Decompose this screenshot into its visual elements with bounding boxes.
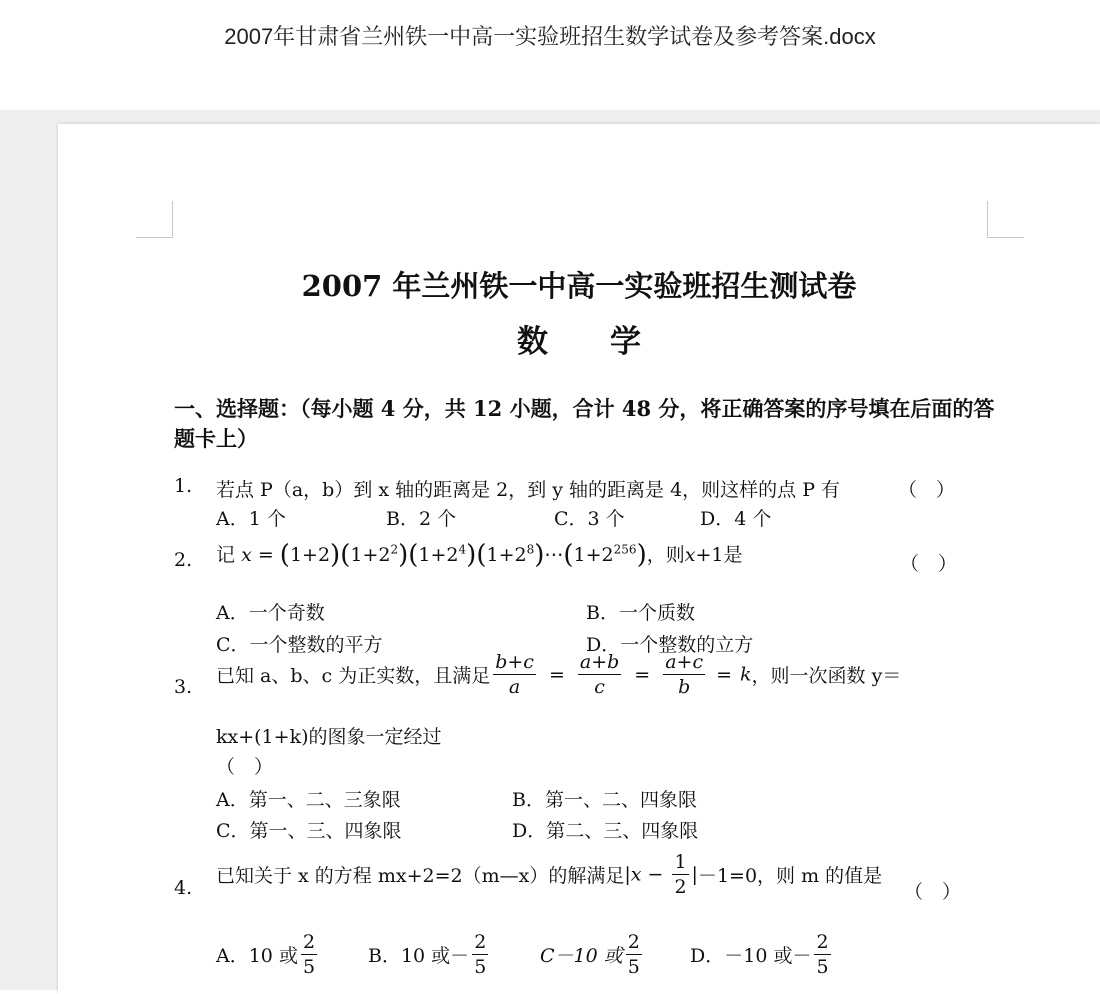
option-c: C．3 个 [554, 508, 625, 530]
answer-bracket: （ ） [904, 881, 962, 903]
fraction: $\frac{a+c}{b}$ [665, 651, 704, 698]
section-heading: 一、选择题：（每小题 4 分，共 12 小题，合计 48 分，将正确答案的序号填在后面的答题卡上） [174, 396, 995, 451]
fraction: $\frac{1}{2}$ [674, 851, 687, 898]
option-a: A．一个奇数 [216, 602, 325, 624]
question-number: 2. [174, 549, 193, 571]
question-number: 3. [174, 676, 193, 698]
question-2-suffix: ，则 [646, 544, 685, 566]
document-viewer[interactable] [0, 110, 1100, 990]
variable-k: k [740, 663, 752, 686]
question-2-suffix2: 是 [723, 544, 743, 566]
question-number: 1. [174, 475, 193, 497]
fraction: $\frac{2}{5}$ [816, 931, 829, 978]
fraction: $\frac{b+c}{a}$ [495, 651, 534, 698]
document-page [58, 124, 1100, 994]
crop-mark-top-right [987, 201, 1024, 238]
question-4-tail: －1=0，则 m 的值是 [697, 865, 883, 887]
option-c: C．第一、三、四象限 [216, 820, 402, 842]
option-b: B．2 个 [386, 508, 457, 530]
option-d: D．一个整数的立方 [586, 634, 754, 656]
fraction: $\frac{2}{5}$ [474, 931, 487, 978]
question-3-text: 已知 a、b、c 为正实数，且满足 $\frac{b+c}{a}$ = $\frac{a+b}{c}$ = $\frac{a+c}{b}$ = k，则一次函数 y＝ [216, 651, 902, 698]
question-3-line2: kx+(1+k)的图象一定经过 [216, 726, 442, 748]
question-2-prefix: 记 [216, 544, 236, 566]
fraction: $\frac{2}{5}$ [302, 931, 316, 978]
option-d: D．第二、三、四象限 [512, 820, 699, 842]
document-file-title: 2007年甘肃省兰州铁一中高一实验班招生数学试卷及参考答案.docx [224, 24, 876, 49]
question-number: 4. [174, 877, 193, 899]
fraction: $\frac{a+b}{c}$ [579, 651, 620, 698]
option-a: A．1 个 [216, 508, 286, 530]
answer-bracket: （ ） [900, 553, 958, 575]
option-d: D．－10 或－ $\frac{2}{5}$ [690, 931, 829, 978]
question-2-expression: x+1 [684, 544, 724, 566]
option-b: B．一个质数 [586, 602, 695, 624]
title-bar [0, 0, 1100, 110]
option-d: D．4 个 [700, 508, 772, 530]
option-a: A．10 或 $\frac{2}{5}$ [216, 931, 316, 978]
question-1-text: 若点 P（a，b）到 x 轴的距离是 2，到 y 轴的距离是 4，则这样的点 P 有 [216, 479, 841, 501]
option-b: B．10 或－ $\frac{2}{5}$ [368, 931, 487, 978]
crop-mark-top-left [136, 201, 173, 238]
question-4-text: 已知关于 x 的方程 mx+2=2（m—x）的解满足|x − $\frac{1}{2}$ |－1=0，则 m 的值是 [216, 851, 883, 898]
question-4-lead: 已知关于 x 的方程 mx+2=2（m—x）的解满足 [216, 865, 625, 887]
abs-expression: |x − [624, 863, 670, 886]
option-c: C．一个整数的平方 [216, 634, 383, 656]
option-b: B．第一、二、四象限 [512, 789, 697, 811]
question-3-tail: ，则一次函数 y＝ [751, 665, 902, 687]
exam-title: 2007 年兰州铁一中高一实验班招生测试卷 [301, 269, 857, 303]
question-2-text [216, 540, 742, 570]
option-a: A．第一、二、三象限 [216, 789, 401, 811]
question-3-lead: 已知 a、b、c 为正实数，且满足 [216, 665, 491, 687]
fraction: $\frac{2}{5}$ [627, 931, 640, 978]
answer-bracket: （ ） [898, 479, 956, 501]
answer-bracket: （ ） [216, 756, 274, 778]
subject-heading: 数 学 [517, 324, 641, 360]
question-2-formula: $x = (1+2)(1+2^2)(1+2^4)(1+2^8)\cdots(1+2^{256})$ [241, 540, 647, 570]
option-c: C－10 或 $\frac{2}{5}$ [540, 931, 640, 978]
